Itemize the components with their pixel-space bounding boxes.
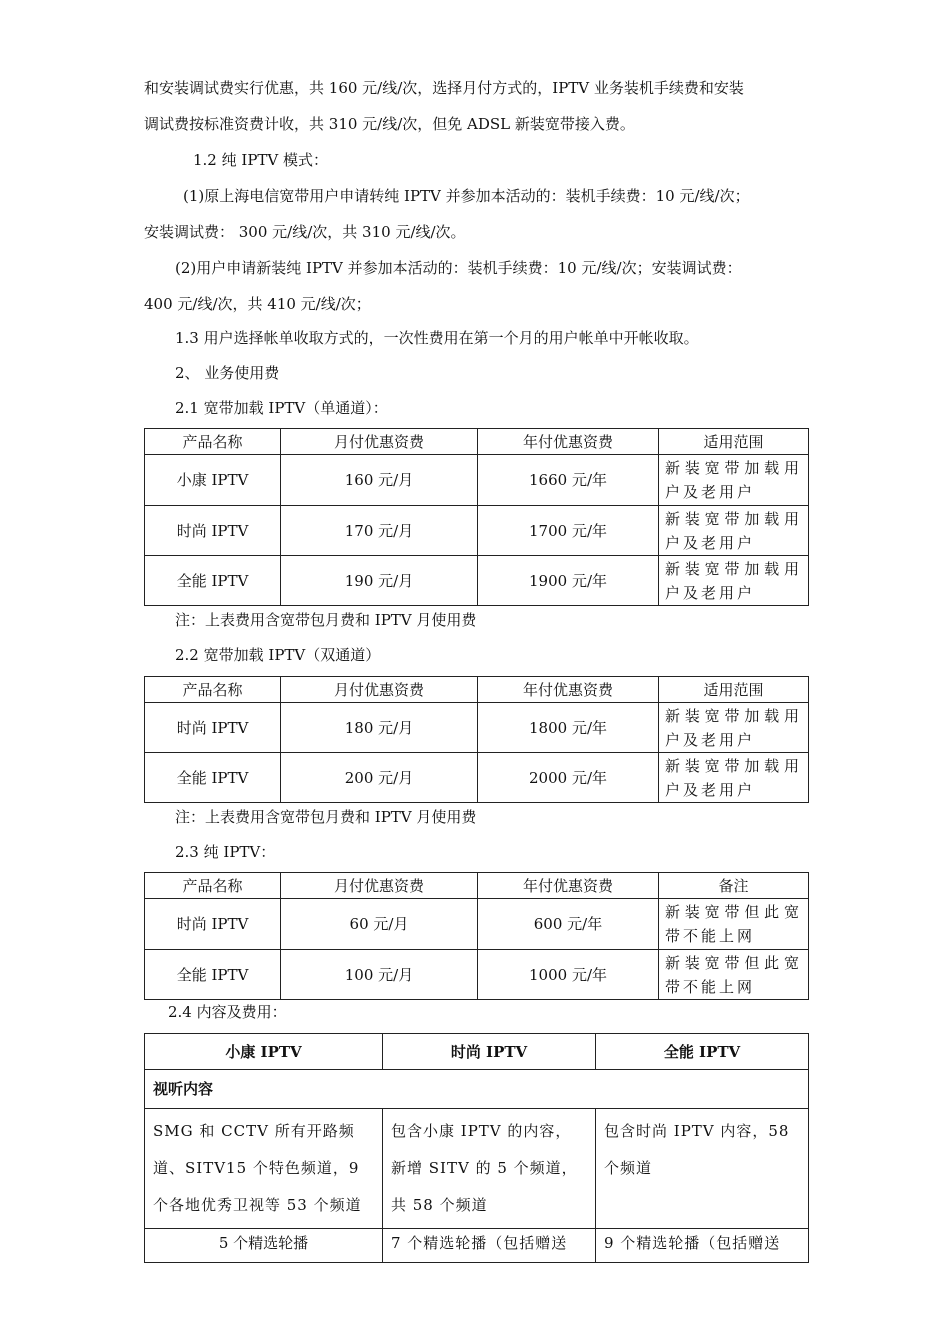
table-cell: 190 元/月 bbox=[281, 556, 478, 606]
table-cell: 1900 元/年 bbox=[478, 556, 659, 606]
table-row bbox=[145, 703, 809, 753]
table-header-row bbox=[145, 1034, 809, 1070]
paragraph-line: 调试费按标准资费计收，共 310 元/线/次，但免 ADSL 新装宽带接入费。 bbox=[144, 115, 635, 133]
table-header-row bbox=[145, 873, 809, 899]
table-row bbox=[145, 753, 809, 803]
table-cell: 新装宽带加载用户及老用户 bbox=[659, 506, 809, 556]
table-cell: 新装宽带加载用户及老用户 bbox=[659, 455, 809, 506]
table-section-row bbox=[145, 1070, 809, 1109]
table-cell: SMG 和 CCTV 所有开路频道、SITV15 个特色频道，9 个各地优秀卫视等 53 个频道 bbox=[145, 1109, 383, 1229]
paragraph-line: (2)用户申请新装纯 IPTV 并参加本活动的：装机手续费：10 元/线/次；安装调试费： bbox=[175, 259, 742, 277]
section-heading: 2、 业务使用费 bbox=[175, 364, 280, 382]
table-cell: 7 个精选轮播（包括赠送 bbox=[383, 1229, 596, 1263]
table-header-cell: 适用范围 bbox=[659, 429, 809, 455]
table-cell: 1660 元/年 bbox=[478, 455, 659, 506]
table-header-cell: 年付优惠资费 bbox=[478, 873, 659, 899]
table-cell: 新装宽带加载用户及老用户 bbox=[659, 703, 809, 753]
table-header-cell: 年付优惠资费 bbox=[478, 677, 659, 703]
table-cell: 170 元/月 bbox=[281, 506, 478, 556]
table-cell: 180 元/月 bbox=[281, 703, 478, 753]
section-heading: 2.3 纯 IPTV： bbox=[175, 843, 276, 861]
content-comparison-table bbox=[144, 1033, 809, 1263]
section-heading: 2.2 宽带加载 IPTV（双通道） bbox=[175, 646, 381, 664]
table-header-cell: 时尚 IPTV bbox=[383, 1034, 596, 1070]
table-row bbox=[145, 455, 809, 506]
table-cell: 200 元/月 bbox=[281, 753, 478, 803]
paragraph-line: (1)原上海电信宽带用户申请转纯 IPTV 并参加本活动的：装机手续费：10 元/线/次； bbox=[183, 187, 750, 205]
table-cell: 包含时尚 IPTV 内容，58 个频道 bbox=[596, 1109, 809, 1229]
fee-table-pure-iptv bbox=[144, 872, 809, 1000]
table-header-cell: 备注 bbox=[659, 873, 809, 899]
table-header-cell: 年付优惠资费 bbox=[478, 429, 659, 455]
section-heading: 2.4 内容及费用： bbox=[168, 1003, 287, 1021]
table-row bbox=[145, 950, 809, 1000]
table-cell: 1700 元/年 bbox=[478, 506, 659, 556]
paragraph-line: 和安装调试费实行优惠，共 160 元/线/次，选择月付方式的，IPTV 业务装机手续费和安装 bbox=[144, 79, 744, 97]
table-cell: 时尚 IPTV bbox=[145, 703, 281, 753]
table-cell: 新装宽带但此宽带不能上网 bbox=[659, 899, 809, 950]
section-heading: 1.2 纯 IPTV 模式： bbox=[193, 151, 329, 169]
fee-table-dual-channel bbox=[144, 676, 809, 803]
table-cell: 包含小康 IPTV 的内容，新增 SITV 的 5 个频道，共 58 个频道 bbox=[383, 1109, 596, 1229]
table-header-cell: 小康 IPTV bbox=[145, 1034, 383, 1070]
table-note: 注：上表费用含宽带包月费和 IPTV 月使用费 bbox=[175, 808, 477, 826]
table-cell: 1000 元/年 bbox=[478, 950, 659, 1000]
table-header-cell: 月付优惠资费 bbox=[281, 677, 478, 703]
table-row bbox=[145, 556, 809, 606]
table-header-cell: 月付优惠资费 bbox=[281, 873, 478, 899]
table-cell: 5 个精选轮播 bbox=[145, 1229, 383, 1263]
table-cell: 新装宽带加载用户及老用户 bbox=[659, 556, 809, 606]
table-header-row bbox=[145, 429, 809, 455]
table-row bbox=[145, 899, 809, 950]
table-cell: 新装宽带加载用户及老用户 bbox=[659, 753, 809, 803]
section-heading: 2.1 宽带加载 IPTV（单通道）： bbox=[175, 399, 388, 417]
table-cell: 9 个精选轮播（包括赠送 bbox=[596, 1229, 809, 1263]
table-cell: 小康 IPTV bbox=[145, 455, 281, 506]
table-cell: 时尚 IPTV bbox=[145, 506, 281, 556]
table-header-cell: 产品名称 bbox=[145, 677, 281, 703]
table-header-cell: 适用范围 bbox=[659, 677, 809, 703]
table-header-cell: 产品名称 bbox=[145, 873, 281, 899]
table-cell: 2000 元/年 bbox=[478, 753, 659, 803]
table-cell: 新装宽带但此宽带不能上网 bbox=[659, 950, 809, 1000]
table-cell: 时尚 IPTV bbox=[145, 899, 281, 950]
paragraph-line: 400 元/线/次，共 410 元/线/次； bbox=[144, 295, 371, 313]
table-cell: 全能 IPTV bbox=[145, 556, 281, 606]
paragraph-line: 1.3 用户选择帐单收取方式的，一次性费用在第一个月的用户帐单中开帐收取。 bbox=[175, 329, 699, 347]
table-note: 注：上表费用含宽带包月费和 IPTV 月使用费 bbox=[175, 611, 477, 629]
table-row bbox=[145, 1229, 809, 1263]
table-cell: 全能 IPTV bbox=[145, 753, 281, 803]
table-header-row bbox=[145, 677, 809, 703]
table-cell: 全能 IPTV bbox=[145, 950, 281, 1000]
table-cell: 100 元/月 bbox=[281, 950, 478, 1000]
table-header-cell: 全能 IPTV bbox=[596, 1034, 809, 1070]
table-row bbox=[145, 506, 809, 556]
fee-table-single-channel bbox=[144, 428, 809, 606]
table-header-cell: 产品名称 bbox=[145, 429, 281, 455]
table-row bbox=[145, 1109, 809, 1229]
table-header-cell: 月付优惠资费 bbox=[281, 429, 478, 455]
table-cell: 600 元/年 bbox=[478, 899, 659, 950]
paragraph-line: 安装调试费： 300 元/线/次，共 310 元/线/次。 bbox=[144, 223, 466, 241]
table-section-title: 视听内容 bbox=[145, 1070, 809, 1109]
table-cell: 1800 元/年 bbox=[478, 703, 659, 753]
table-cell: 60 元/月 bbox=[281, 899, 478, 950]
table-cell: 160 元/月 bbox=[281, 455, 478, 506]
